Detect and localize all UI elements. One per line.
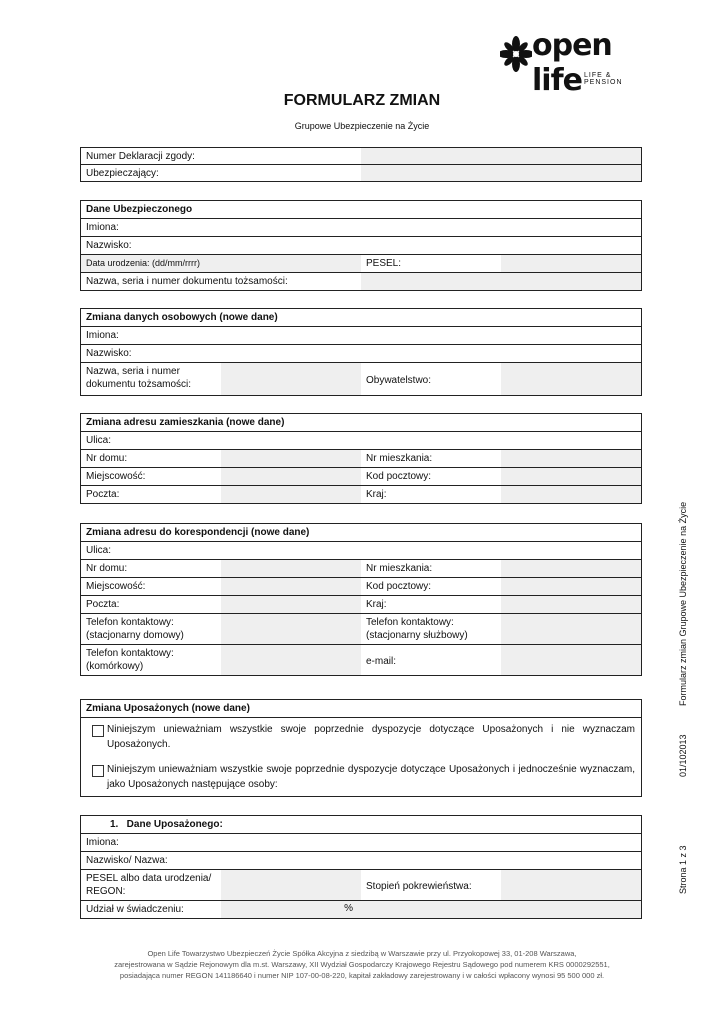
house-number-label: Nr domu: (86, 563, 128, 574)
email-label: e-mail: (366, 655, 397, 667)
country-field[interactable] (501, 486, 641, 503)
no-beneficiaries-checkbox[interactable] (92, 725, 104, 737)
birth-date-field[interactable] (221, 255, 361, 272)
street-label: Ulica: (86, 545, 112, 556)
footer-line-2: zarejestrowana w Sądzie Rejonowym dla m.st. Warszawy, XII Wydział Gospodarczy Krajowego Rejestru Sądowego pod numerem KRS 0000292551, (114, 960, 610, 969)
street-field[interactable] (221, 432, 641, 449)
house-number-label: Nr domu: (86, 453, 128, 464)
policyholder-label: Ubezpieczający: (86, 168, 159, 179)
share-field[interactable] (221, 901, 361, 918)
home-phone-field[interactable] (221, 614, 361, 644)
id-document-label: Nazwa, seria i numer dokumentu tożsamości: (86, 276, 288, 287)
form-subtitle: Grupowe Ubezpieczenie na Życie (294, 121, 430, 131)
share-label: Udział w świadczeniu: (86, 904, 184, 915)
section-heading: Zmiana adresu zamieszkania (nowe dane) (86, 417, 285, 428)
pesel-regon-field[interactable] (221, 870, 361, 900)
designate-beneficiaries-text: Niniejszym unieważniam wszystkie swoje poprzednie dyspozycje dotyczące Uposażonych i jednocześnie wyznaczam, jako Uposażonych następujące osoby: (107, 764, 635, 790)
work-phone-label: Telefon kontaktowy: (stacjonarny służbowy) (366, 617, 468, 641)
name-field[interactable] (221, 852, 641, 869)
citizenship-label: Obywatelstwo: (366, 374, 432, 386)
declaration-number-label: Numer Deklaracji zgody: (86, 151, 195, 162)
id-document-field[interactable] (361, 273, 641, 290)
flower-icon (500, 36, 532, 72)
home-phone-label: Telefon kontaktowy: (stacjonarny domowy) (86, 617, 184, 641)
brand-tagline: LIFE & PENSION (584, 72, 623, 86)
correspondence-address-change-section (80, 523, 642, 676)
citizenship-field[interactable] (501, 363, 641, 395)
country-label: Kraj: (366, 599, 387, 610)
email-field[interactable] (501, 645, 641, 675)
id-document-field[interactable] (221, 363, 361, 395)
street-field[interactable] (221, 542, 641, 559)
id-document-label: Nazwa, seria i numer dokumentu tożsamości: (86, 366, 192, 390)
last-name-label: Nazwisko: (86, 240, 132, 251)
city-label: Miejscowość: (86, 471, 146, 482)
last-name-label: Nazwisko: (86, 348, 132, 359)
mobile-phone-field[interactable] (221, 645, 361, 675)
street-label: Ulica: (86, 435, 112, 446)
pesel-label: PESEL: (366, 258, 402, 269)
flat-number-label: Nr mieszkania: (366, 453, 433, 464)
postal-code-field[interactable] (501, 468, 641, 485)
postal-code-label: Kod pocztowy: (366, 471, 432, 482)
city-field[interactable] (221, 578, 361, 595)
post-office-label: Poczta: (86, 599, 120, 610)
first-names-field[interactable] (221, 327, 641, 344)
first-names-field[interactable] (221, 219, 641, 236)
country-field[interactable] (501, 596, 641, 613)
insured-section (80, 200, 642, 291)
first-names-label: Imiona: (86, 330, 119, 341)
side-page-number: Strona 1 z 3 (678, 845, 688, 894)
form-title: FORMULARZ ZMIAN (283, 92, 441, 109)
pesel-field[interactable] (501, 255, 641, 272)
percent-sign: % (344, 903, 353, 914)
relation-label: Stopień pokrewieństwa: (366, 880, 472, 892)
flat-number-field[interactable] (501, 450, 641, 467)
beneficiaries-change-section (80, 699, 642, 797)
personal-data-change-section (80, 308, 642, 396)
name-label: Nazwisko/ Nazwa: (86, 855, 168, 866)
policyholder-field[interactable] (361, 165, 641, 181)
last-name-field[interactable] (221, 237, 641, 254)
first-names-field[interactable] (221, 834, 641, 851)
first-names-label: Imiona: (86, 837, 119, 848)
designate-beneficiaries-checkbox[interactable] (92, 765, 104, 777)
country-label: Kraj: (366, 489, 387, 500)
house-number-field[interactable] (221, 560, 361, 577)
postal-code-field[interactable] (501, 578, 641, 595)
share-blank (361, 901, 641, 918)
section-heading: Zmiana danych osobowych (nowe dane) (86, 312, 278, 323)
declaration-number-field[interactable] (361, 148, 641, 164)
section-heading: Zmiana adresu do korespondencji (nowe dane) (86, 527, 310, 538)
post-office-label: Poczta: (86, 489, 120, 500)
first-names-label: Imiona: (86, 222, 119, 233)
section-heading: Zmiana Uposażonych (nowe dane) (86, 703, 250, 714)
relation-field[interactable] (501, 870, 641, 900)
pesel-regon-label: PESEL albo data urodzenia/ REGON: (86, 873, 212, 897)
last-name-field[interactable] (221, 345, 641, 362)
mobile-phone-label: Telefon kontaktowy: (komórkowy) (86, 648, 174, 672)
side-doc-name: Formularz zmian Grupowe Ubezpieczenie na Życie (678, 501, 688, 706)
footer-line-3: posiadająca numer REGON 141186640 i numer NIP 107-00-08-220, kapitał zakładowy zarejestrowany i w całości wpłacony wynosi 95 500 000 zł. (119, 971, 605, 980)
header-section (80, 147, 642, 182)
post-office-field[interactable] (221, 486, 361, 503)
beneficiary-1-section (80, 815, 642, 919)
footer-line-1: Open Life Towarzystwo Ubezpieczeń Życie Spółka Akcyjna z siedzibą w Warszawie przy ul. Przyokopowej 33, 01-208 Warszawa, (147, 949, 577, 958)
city-field[interactable] (221, 468, 361, 485)
side-doc-code: 01/102013 (678, 734, 688, 777)
brand-name: open life (532, 28, 612, 98)
flat-number-field[interactable] (501, 560, 641, 577)
footer (60, 948, 664, 981)
section-heading: Dane Ubezpieczonego (86, 204, 193, 215)
postal-code-label: Kod pocztowy: (366, 581, 432, 592)
post-office-field[interactable] (221, 596, 361, 613)
flat-number-label: Nr mieszkania: (366, 563, 433, 574)
section-heading: 1. Dane Uposażonego: (110, 819, 223, 830)
residence-address-change-section (80, 413, 642, 504)
city-label: Miejscowość: (86, 581, 146, 592)
work-phone-field[interactable] (501, 614, 641, 644)
house-number-field[interactable] (221, 450, 361, 467)
no-beneficiaries-text: Niniejszym unieważniam wszystkie swoje poprzednie dyspozycje dotyczące Uposażonych i nie wyznaczam Uposażonych. (107, 724, 635, 750)
open-life-logo (500, 28, 640, 98)
birth-date-label: Data urodzenia: (dd/mm/rrrr) (81, 255, 221, 272)
